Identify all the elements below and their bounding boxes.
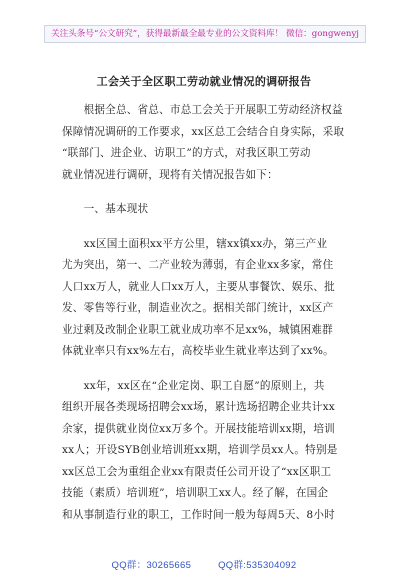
text-line: “联部门、进企业、访职工”的方式，对我区职工劳动 [62, 147, 311, 159]
text-line: 体就业率只有xx%左右，高校毕业生就业率达到了xx%。 [62, 345, 334, 357]
footer-contacts [0, 557, 408, 571]
text-line: 根据全总、省总、市总工会关于开展职工劳动经济权益 [62, 104, 343, 116]
text-line: 人口xx万人，就业人口xx万人，主要从事餐饮、娱乐、批 [62, 280, 335, 293]
paragraph [62, 376, 352, 527]
text-line: 一、基本现状 [62, 203, 149, 215]
text-line: 余家，提供就业岗位xx万多个。开展技能培训xx期，培训 [62, 422, 335, 435]
section-heading [62, 199, 352, 221]
text-line: 技能（素质）培训班”，培训职工xx人。经了解，在国企 [62, 487, 329, 499]
text-line: 发、零售等行业，制造业次之。据相关部门统计，xx区产 [62, 302, 334, 314]
text-line: 组织开展各类现场招聘会xx场，累计选场招聘企业共计xx [62, 401, 335, 413]
paragraph [62, 234, 352, 363]
text-line: xx区总工会为重组企业xx有限责任公司开设了“xx区职工 [62, 465, 332, 478]
text-line: 就业情况进行调研，现将有关情况报告如下： [62, 168, 278, 181]
text-line: 业过剩及改制企业职工就业成功率不足xx%，城镇困难群 [62, 323, 333, 336]
qq-group-1: QQ群：30265665 [111, 560, 192, 571]
text-line: 和从事制造行业的职工，工作时间一般为每周5天、8小时 [62, 508, 335, 521]
qq-group-2: QQ群:535304092 [218, 560, 297, 571]
document-body [62, 100, 352, 526]
document-title: 工会关于全区职工劳动就业情况的调研报告 [96, 75, 312, 88]
text-line: xx年，xx区在“企业定岗、职工自愿”的原则上，共 [62, 379, 325, 392]
text-line: 保障情况调研的工作要求，xx区总工会结合自身实际，采取 [62, 125, 345, 138]
text-line: 尤为突出，第一、二产业较为薄弱，有企业xx多家，常住 [62, 259, 334, 271]
paragraph [62, 100, 352, 186]
header-banner: 关注头条号“公文研究”，获得最新最全最专业的公文资料库！ 微信：gongwenyj [44, 25, 366, 43]
text-line: xx人；开设SYB创业培训班xx期，培训学员xx人。特别是 [62, 444, 338, 456]
text-line: xx区国土面积xx平方公里，辖xx镇xx办，第三产业 [62, 237, 328, 250]
